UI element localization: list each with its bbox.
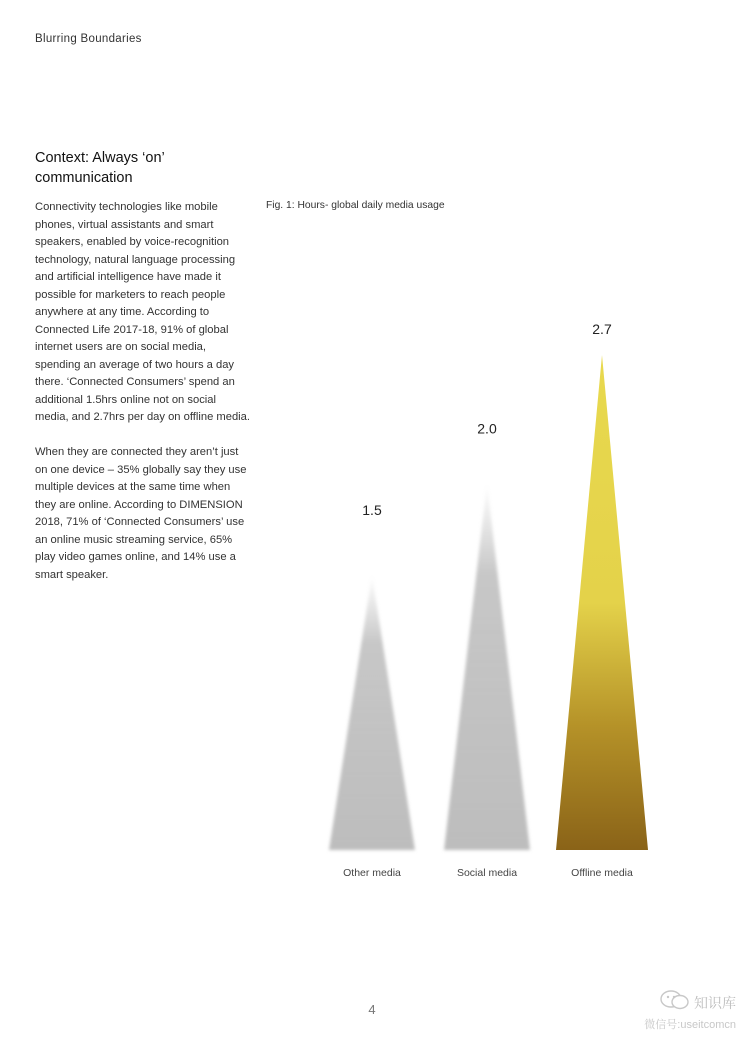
body-paragraph: When they are connected they aren’t just on one device – 35% globally say they use multiple devices at the same time when they are online. According to DIMENSION 2018, 71% of ‘Connected Consumers’ use an online music streaming service, 65% play video games online, and 14% use a smart speaker.	[35, 446, 247, 581]
category-label-offline-media: Offline media	[571, 867, 633, 879]
section-title: Context: Always ‘on’ communication	[35, 150, 165, 186]
value-label-social-media: 2.0	[477, 420, 497, 437]
running-header: Blurring Boundaries	[35, 33, 142, 45]
media-usage-chart	[300, 310, 680, 890]
value-label-other-media: 1.5	[362, 502, 382, 518]
chat-bubble-icon	[660, 990, 690, 1016]
value-label-offline-media: 2.7	[592, 321, 612, 337]
figure-caption: Fig. 1: Hours- global daily media usage	[266, 200, 445, 211]
bar-other-media	[329, 575, 415, 850]
watermark	[626, 990, 736, 1034]
body-text	[35, 199, 251, 584]
category-label-social-media: Social media	[456, 867, 518, 879]
category-label-other-media: Other media	[343, 867, 401, 879]
bar-social-media	[444, 483, 530, 850]
watermark-brand: 知识库	[694, 995, 736, 1011]
page-number: 4	[368, 1002, 376, 1017]
body-paragraph: Connectivity technologies like mobile phones, virtual assistants and smart speakers, enabled by voice-recognition technology, natural language processing and artificial intelligence have made it possible for marketers to reach people anywhere at any time. According to Connected Life 2017-18, 91% of global internet users are on social media, spending an average of two hours a day there. ‘Connected Consumers’ spend an additional 1.5hrs online not on social media, and 2.7hrs per day on offline media.	[35, 201, 250, 423]
bar-offline-media	[556, 355, 648, 850]
watermark-account: 微信号:useitcomcn	[644, 1019, 736, 1031]
chart-category-labels	[343, 867, 633, 879]
